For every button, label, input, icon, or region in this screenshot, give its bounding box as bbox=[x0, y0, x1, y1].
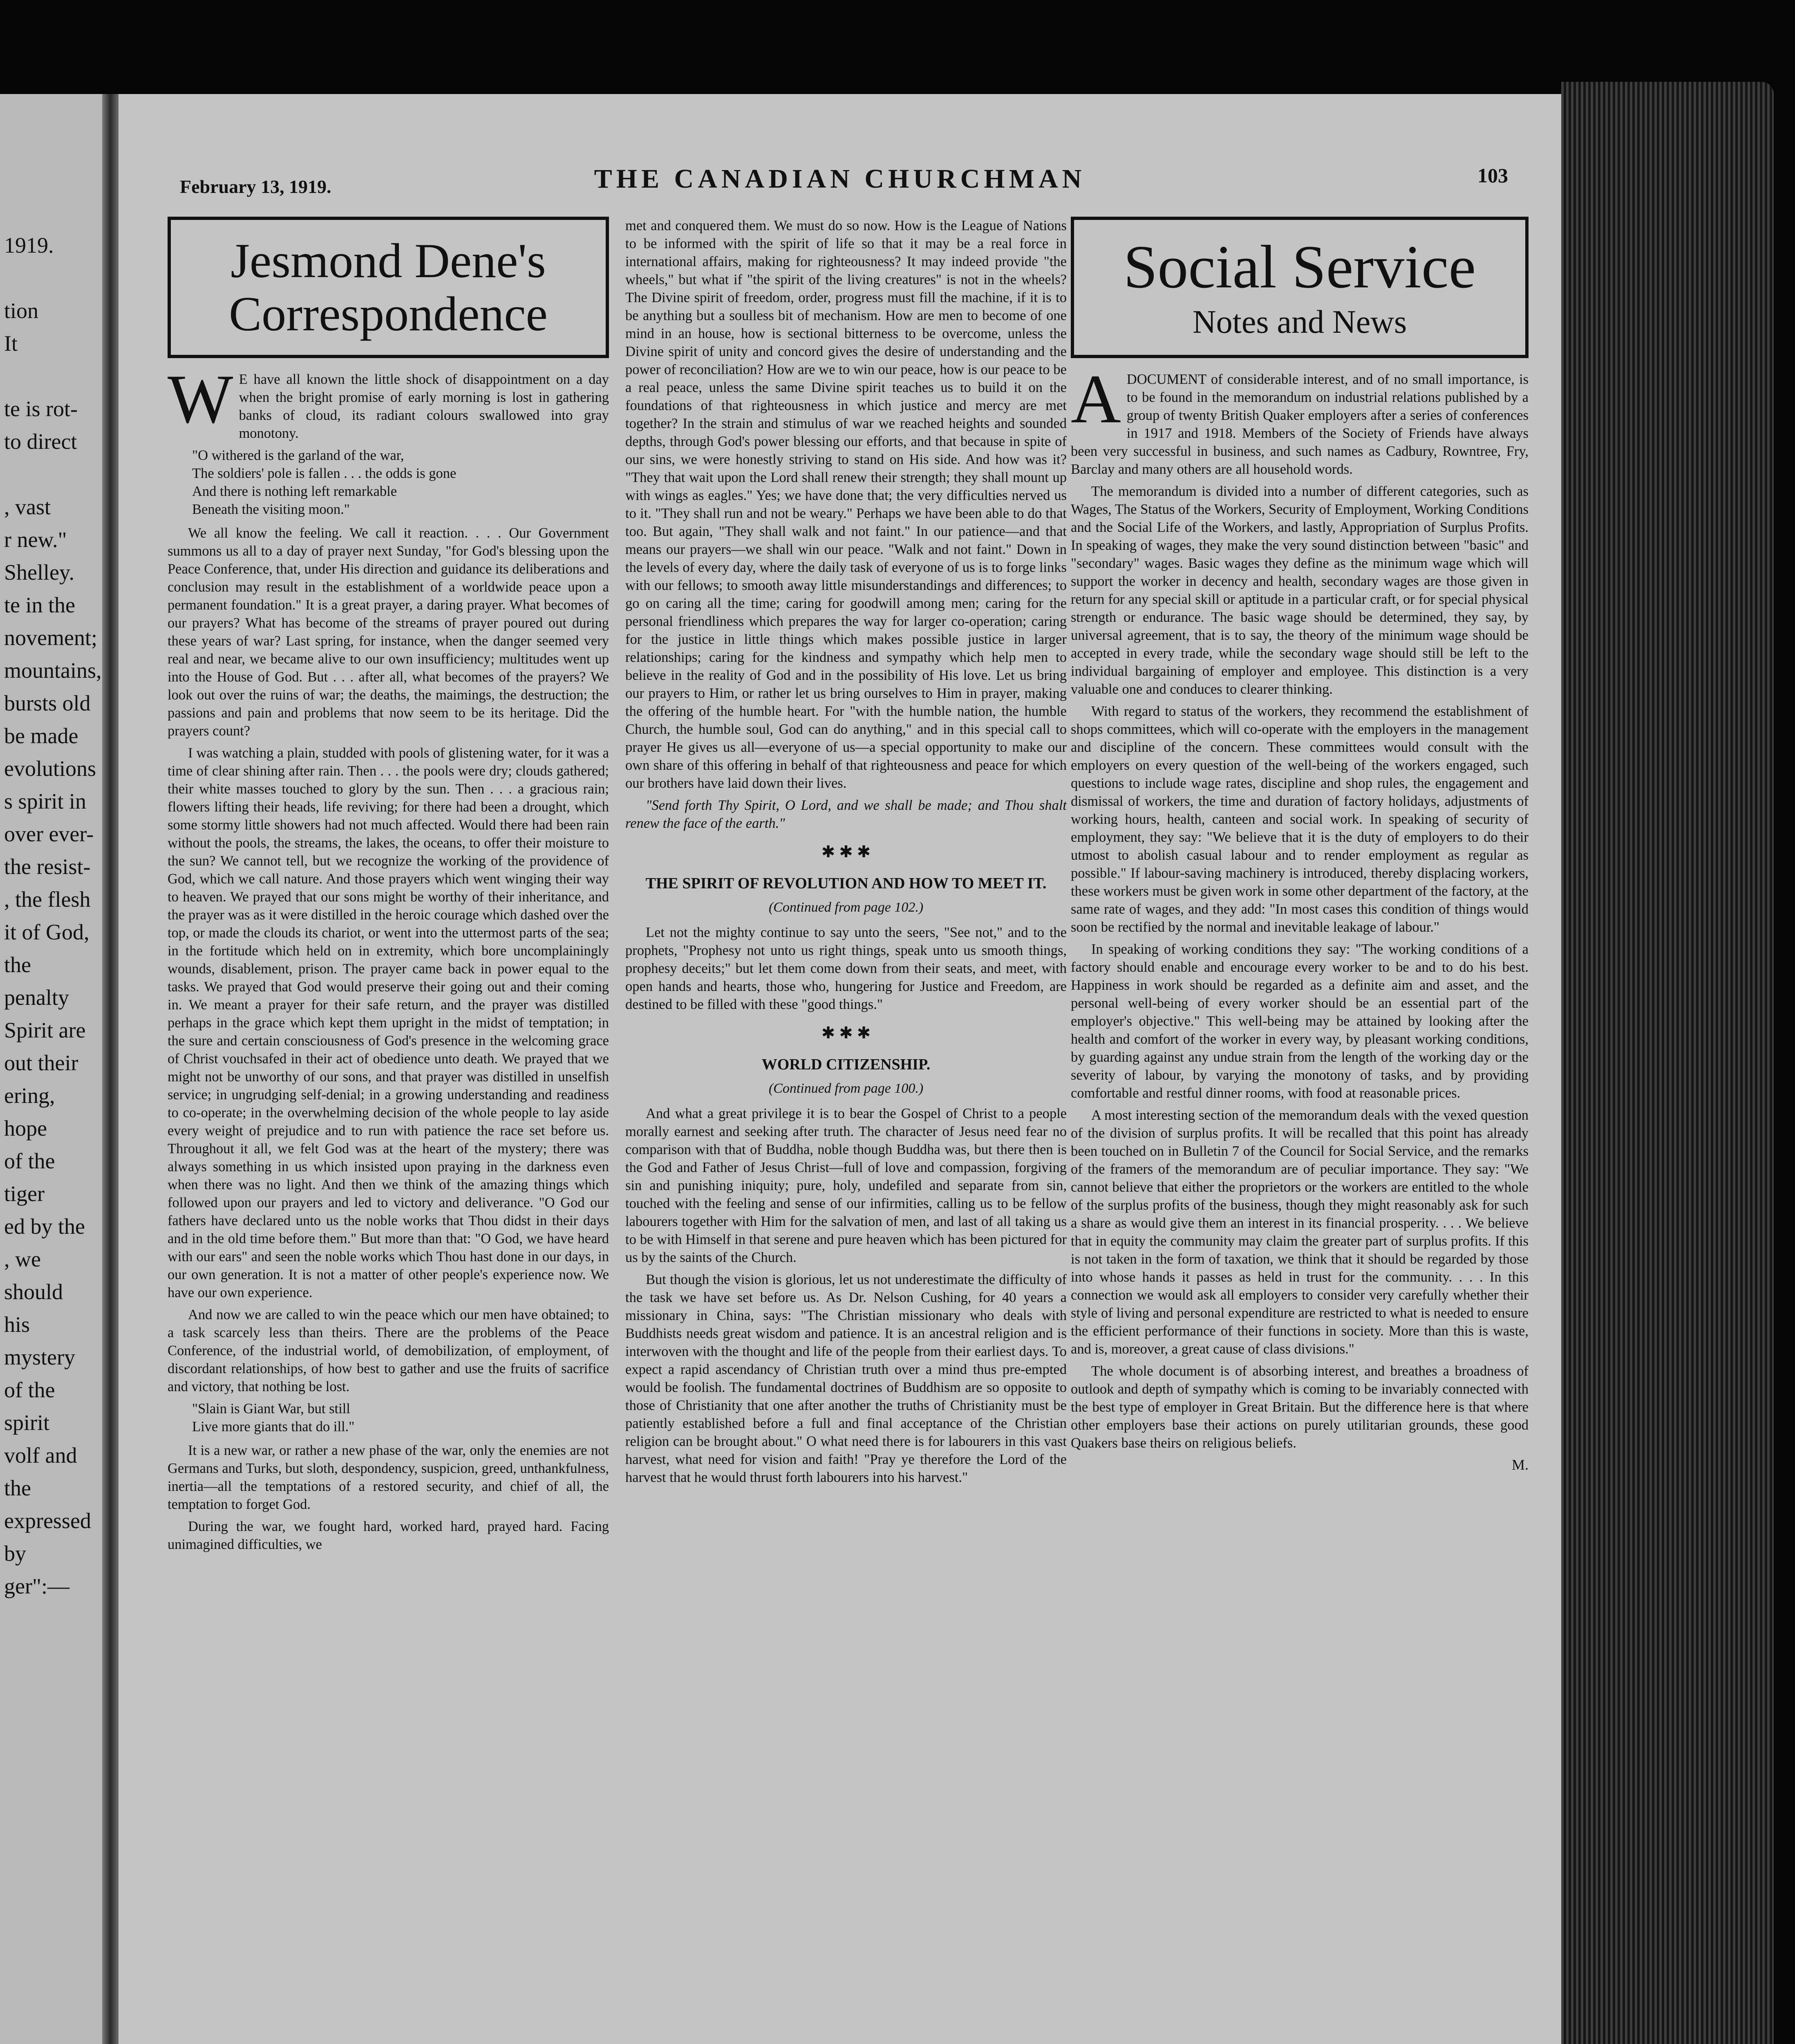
social-paragraph: In speaking of working conditions they say: "The working conditions of a factory should enable and encourage every worker to be and to do his best. Happiness in work should be regarded as a definite aim and asset, and the personal well-being of every worker should be an essential part of the employer's objective." This well-being may be attained by looking after the health and comfort of the worker in every way, by pleasant working conditions, by guarding against any undue strain from the length of the working day or the severity of labour, by varying the monotony of tasks, and by providing comfortable and restful dinner rooms, with food at reasonable prices. bbox=[1071, 941, 1529, 1101]
section-ornament: ✱ ✱ ✱ bbox=[821, 843, 871, 861]
jesmond-closing-quote: "Send forth Thy Spirit, O Lord, and we shall be made; and Thou shalt renew the face of the earth." bbox=[625, 798, 1067, 831]
page-edges bbox=[1561, 82, 1774, 2044]
jesmond-paragraph: met and conquered them. We must do so now. How is the League of Nations to be informed with the spirit of life so that it may be a real force in international affairs, making for righteousness? It may indeed provide "the wheels," but what if "the spirit of the living creatures" is not in the wheels? The Divine spirit of freedom, order, progress must fill the machine, if it is to be anything but a soulless bit of mechanism. How are men to become of one mind in an house, how is sectional bitterness to be overcome, unless the Divine spirit of unity and concord gives the desire of understanding and the power of reconciliation? How are we to win our peace, how is our peace to be a real peace, unless the same Divine spirit teaches us to build it on the foundations of that righteousness in which justice and mercy are met together? In the strain and stimulus of war we reached heights and sounded depths, through God's power blessing our efforts, and that because in spite of our sins, we were honestly striving to stand on His side. And how was it? "They that wait upon the Lord shall renew their strength; they shall mount up with wings as eagles." Yes; we have done that; the very difficulties nerved us to it. "They shall run and not be weary." Perhaps we have been able to do that too. But again, "They shall walk and not faint." In our patience—and that means our prayers—we shall win our peace. "Walk and not faint." Down in the levels of every day, where the daily task of everyone of us is to forge links with our fellows; to smooth away little misunderstandings and differences; to go on caring all the time; caring for goodwill among men; caring for the personal friendliness which prepares the way for larger co-operation; caring for the justice in little things which makes possible justice in larger relationships; caring for the kindness and sympathy which help men to believe in the reality of God and in the possibility of His love. Let us bring our prayers to Him, or rather let us bring ourselves to Him in prayer, making the offering of the humble heart. For "with the humble nation, the humble Church, the humble soul, God can do anything," and in this special call to prayer He gives us all—everyone of us—a special opportunity to make our own share of this offering in behalf of that righteousness and peace for which our brothers have laid down their lives. bbox=[625, 218, 1067, 791]
book-gutter bbox=[102, 94, 119, 2044]
jesmond-poem: "O withered is the garland of the war, The soldiers' pole is fallen . . . the odds is gone And there is nothing left remarkable Beneath the visiting moon." bbox=[192, 448, 457, 517]
social-paragraph: ADOCUMENT of considerable interest, and of no small importance, is to be found in the memorandum on industrial relations published by a group of twenty British Quaker employers after a series of conferences in 1917 and 1918. Members of the Society of Friends have always been very successful in business, and such names as Cadbury, Rowntree, Fry, Barclay and many others are all household words. bbox=[1071, 361, 1529, 477]
column-2 bbox=[625, 217, 1067, 2044]
social-paragraph: A most interesting section of the memorandum deals with the vexed question of the division of surplus profits. It will be recalled that this point has already been touched on in Bulletin 7 of the Council for Social Service, and the remarks of the framers of the memorandum are of peculiar importance. They say: "We cannot believe that either the proprietors or the workers are entitled to the whole of the surplus profits of the business, though they might reasonably ask for such a share as would give them an interest in its financial prosperity. . . . We believe that in equity the community may claim the greater part of surplus profits. If this is not taken in the form of taxation, we think that it should be regarded by those into whose hands it passes as held in trust for the community. . . . In this connection we would ask all employers to consider very carefully whether their style of living and personal expenditure are restricted to what is needed to ensure the efficient performance of their functions in society. More than this is waste, and is, moreover, a great cause of class divisions." bbox=[1071, 1107, 1529, 1357]
newspaper-page bbox=[119, 94, 1561, 2044]
social-paragraph: The memorandum is divided into a number of different categories, such as Wages, The Status of the Workers, Security of Employment, Working Conditions and the Social Life of the Workers, and lastly, Appropriation of Surplus Profits. In speaking of wages, they make the very sound distinction between "basic" and "secondary" wages. Basic wages they define as the minimum wage which will support the worker in decency and health, secondary wages are those given in return for any special skill or aptitude in a particular craft, or for special physical strength or endurance. The basic wage should be determined, they say, by universal agreement, that is to say, the theory of the minimum wage should be accepted in every trade, while the secondary wage should still be left to the individual bargaining of employer and employee. This distinction is a very valuable one and conduces to clearer thinking. bbox=[1071, 484, 1529, 697]
social-title-line2: Notes and News bbox=[1192, 304, 1407, 340]
revolution-title: THE SPIRIT OF REVOLUTION AND HOW TO MEET IT. bbox=[645, 875, 1047, 892]
jesmond-paragraph: I was watching a plain, studded with pools of glistening water, for it was a time of clear shining after rain. Then . . . the pools were dry; clouds gathered; their white masses touched to glory by the sun. Then . . . a gracious rain; flowers lifting their heads, life reviving; for there had been a drought, which some stormy little showers had not much affected. Would there had been rain without the pools, the streams, the lakes, the oceans, to offer their moisture to the sun? We cannot tell, but we recognize the working of the providence of God, which we call nature. And those prayers which went winging their way to heaven. We prayed that our sons might be worthy of their inheritance, and the prayer was as it were distilled in the heroic courage which dashed over the top, or made the clouds its chariot, or went into the uttermost parts of the sea; in the fortitude which held on in extremity, which bore uncomplainingly wounds, disablement, prison. The prayer came back in power equal to the tasks. We prayed that God would preserve their going out and their coming in. We meant a prayer for their safe return, and the prayer was distilled perhaps in the grace which kept them upright in the midst of temptation; in the sure and certain consciousness of God's presence in the welcoming grace of Christ vouchsafed in their act of obedience unto death. We prayed that we might not be unworthy of our sons, and that prayer was distilled in unselfish service; in ungrudging self-denial; in a growing understanding and readiness to co-operate; in the overwhelming decision of the whole people to lay aside every weight of prejudice and to run with patience the race set before us. Throughout it all, we felt God was at the heart of the mystery; there was always something in us which insisted upon praying in the darkness even when there was no light. And then we think of the amazing things which followed upon our prayers and led to victory and deliverance. "O God our fathers have declared unto us the noble works that Thou didst in their days and in the old time before them." But more than that: "O God, we have heard with our ears" and seen the noble works which Thou hast done in our days, in our own generation. It is not a matter of other people's experience now. We have our own experience. bbox=[168, 745, 609, 1300]
citizenship-paragraph: But though the vision is glorious, let us not underestimate the difficulty of the task we have set before us. As Dr. Nelson Cushing, for 40 years a missionary in China, says: "The Christian missionary who deals with Buddhists needs great wisdom and patience. It is an ancestral religion and is interwoven with the thought and life of the people from their earliest days. To expect a rapid ascendancy of Christian truth over a mind thus pre-empted would be foolish. The fundamental doctrines of Buddhism are so opposite to those of Christianity that one after another the truths of Christianity must be patiently established before a full and final acceptance of the Christian religion can be brought about." O what need there is for labourers in this vast harvest, what need for vision and faith! "Pray ye therefore the Lord of the harvest that he would thrust forth labourers into his harvest." bbox=[625, 1272, 1067, 1485]
running-head bbox=[163, 164, 1516, 200]
revolution-paragraph: Let not the mighty continue to say unto the seers, "See not," and to the prophets, "Prophesy not unto us right things, speak unto us smooth things, prophesy deceits;" but let them come down from their seats, and meet, with open hands and hearts, those who, hungering for Justice and Freedom, are destined to be filled with these "good things." bbox=[625, 925, 1067, 1012]
author-signature: M. bbox=[1511, 1457, 1529, 1473]
social-paragraph: With regard to status of the workers, they recommend the establishment of shops committees, which will co-operate with the employers in the management and discipline of the concern. These committees would consult with the employers on every question of the well-being of the workers engaged, such questions to include wage rates, discipline and shop rules, the engagement and dismissal of workers, the time and duration of factory holidays, adjustments of working hours, health, canteen and social work. In speaking of security of employment, they say: "We believe that it is the duty of employers to do their utmost to abolish casual labour and to render employment as regular as possible." If labour-saving machinery is introduced, thereby displacing workers, these workers must be given work in some other department of the factory, at the same rate of wages, and they add: "In most cases this condition of things would soon be rectified by the normal and inevitable leakage of labour." bbox=[1071, 704, 1529, 935]
citizenship-paragraph: And what a great privilege it is to bear the Gospel of Christ to a people morally earnest and seeking after truth. The character of Jesus need fear no comparison with that of Buddha, noble though Buddha was, but there then is the God and Father of Jesus Christ—full of love and compassion, forgiving sin and punishing iniquity; pure, holy, undefiled and separate from sin, touched with the feeling and sense of our infirmities, calling us to be fellow labourers together with Him for the salvation of men, and last of all taking us to be with Himself in that serene and pure heaven which has been pictured for us by the saints of the Church. bbox=[625, 1106, 1067, 1265]
jesmond-paragraph: We all know the feeling. We call it reaction. . . . Our Government summons us all to a day of prayer next Sunday, "for God's blessing upon the Peace Conference, that, under His direction and guidance its deliberations and conclusion may result in the establishment of a worldwide peace upon a permanent foundation." It is a great prayer, a daring prayer. What becomes of our prayers? What has become of the streams of prayer poured out during these years of war? Last spring, for instance, when the danger seemed very real and near, we became alive to our own insufficiency; multitudes went up into the House of God. But . . . after all, what becomes of the prayers? We look out over the ruins of war; the deaths, the maimings, the destruction; the passions and pain and problems that now seem to be its heritage. Did the prayers count? bbox=[168, 525, 609, 739]
issue-date: February 13, 1919. bbox=[180, 176, 331, 197]
publication-title: THE CANADIAN CHURCHMAN bbox=[594, 164, 1086, 194]
left-page-fragment bbox=[0, 94, 102, 2044]
citizenship-title: WORLD CITIZENSHIP. bbox=[761, 1056, 931, 1073]
jesmond-title-line1: Jesmond Dene's bbox=[231, 233, 546, 288]
citizenship-continued: (Continued from page 100.) bbox=[768, 1081, 924, 1096]
jesmond-poem: "Slain is Giant War, but still Live more giants that do ill." bbox=[192, 1401, 355, 1434]
social-title-line1: Social Service bbox=[1123, 233, 1476, 301]
jesmond-paragraph: It is a new war, or rather a new phase of the war, only the enemies are not Germans and Turks, but sloth, despondency, suspicion, greed, unthankfulness, inertia—all the temptations of a restored security, and chief of all, the temptation to forget God. bbox=[168, 1443, 609, 1512]
left-page-text: 1919. tion It te is rot- to direct , vast r new." Shelley. te in the novement; mountains, bursts old be made evolutions s spirit in over ever- the resist- , the flesh it of God, the penalty Spirit are out their ering, hope of the tiger ed by the , we should his mystery of the spirit volf and the expressed by ger":— bbox=[4, 233, 102, 1598]
jesmond-paragraph: WE have all known the little shock of disappointment on a day when the bright promise of early morning is lost in gathering banks of cloud, its radiant colours swallowed into gray monotony. bbox=[168, 361, 609, 441]
social-heading-box bbox=[1071, 217, 1529, 358]
column-1 bbox=[168, 217, 609, 2044]
section-ornament: ✱ ✱ ✱ bbox=[821, 1024, 871, 1042]
jesmond-paragraph: During the war, we fought hard, worked hard, prayed hard. Facing unimagined difficulties, we bbox=[168, 1519, 609, 1552]
jesmond-paragraph: And now we are called to win the peace which our men have obtained; to a task scarcely less than theirs. There are the problems of the Peace Conference, of the industrial world, of demobilization, of employment, of discordant relationships, of how best to gather and use the fruits of sacrifice and victory, that nothing be lost. bbox=[168, 1307, 609, 1394]
page-number: 103 bbox=[1477, 164, 1508, 187]
social-paragraph: The whole document is of absorbing interest, and breathes a broadness of outlook and depth of sympathy which is coming to be invariably connected with the best type of employer in Great Britain. But the difference here is that where other employers base their actions on purely utilitarian grounds, these good Quakers base theirs on religious beliefs. bbox=[1071, 1363, 1529, 1451]
jesmond-title-line2: Correspondence bbox=[229, 287, 548, 341]
column-3 bbox=[1071, 217, 1529, 2044]
revolution-continued: (Continued from page 102.) bbox=[768, 900, 924, 915]
jesmond-heading-box bbox=[168, 217, 609, 358]
